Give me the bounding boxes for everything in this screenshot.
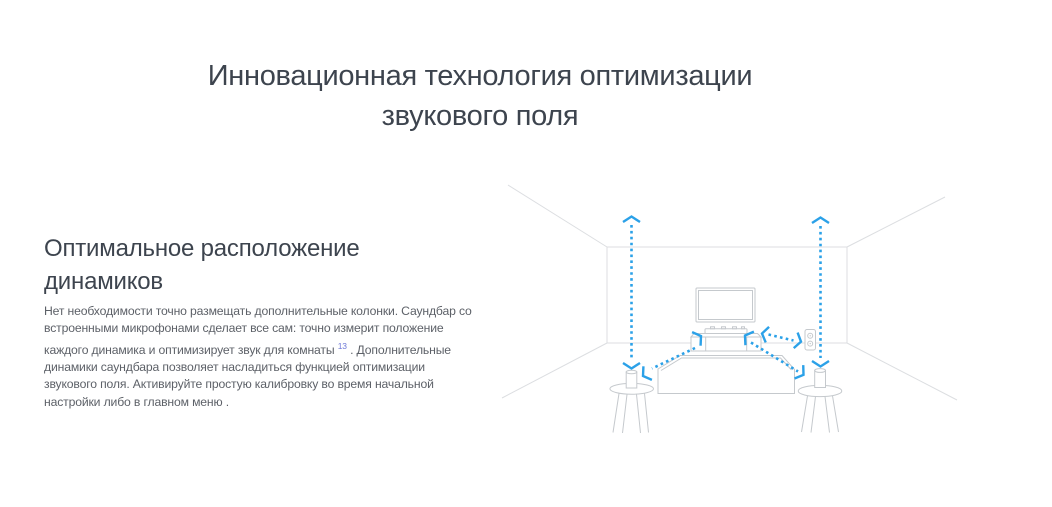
rear-speaker-left [626, 370, 637, 388]
tv [696, 288, 755, 322]
section-body-text-2: . Дополнительные динамики саундбара позволяет насладиться функцией оптимизации звукового поля. Активируйте простую калибровку во время начальной настройки либо в главном меню . [44, 342, 451, 409]
rear-speaker-right [815, 369, 826, 388]
soundbar [705, 327, 747, 334]
section-body [44, 303, 480, 411]
side-table-right [798, 385, 842, 432]
side-table-left [610, 383, 654, 433]
wall-outlet [805, 330, 816, 351]
footnote-13-link[interactable]: 13 [337, 340, 347, 351]
section-body-text-1: Нет необходимости точно размещать дополнительные колонки. Саундбар со встроенными микрофонами сделает все сам: точно измерит положение каждого динамика и оптимизирует звук для комнаты [44, 304, 472, 357]
sofa [658, 356, 795, 394]
page-title: Инновационная технология оптимизации звукового поля [207, 60, 753, 132]
section-title: Оптимальное расположение динамиков [44, 235, 360, 295]
sound-field-room-illustration [500, 170, 970, 450]
